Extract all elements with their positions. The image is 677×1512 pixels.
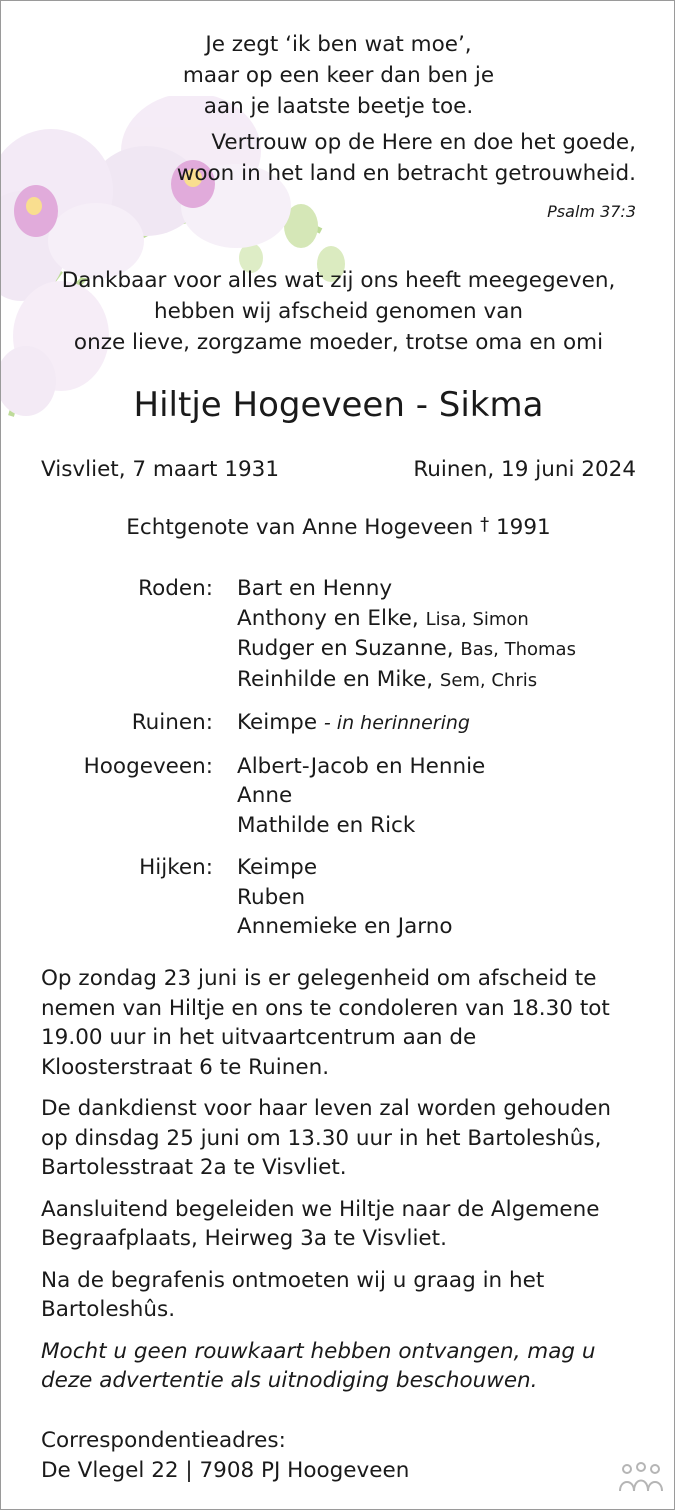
family-place: Hoogeveen: [83,753,213,779]
family-place: Hijken: [139,855,213,880]
poem-line: aan je laatste beetje toe. [203,94,474,119]
grandchildren: Bas, Thomas [460,639,576,660]
spouse-year: 1991 [495,515,551,540]
family-place: Roden: [138,576,213,601]
family-group-ruinen [1,708,675,739]
info-paragraph: De dankdienst voor haar leven zal worden gehouden op dinsdag 25 juni om 13.30 uur in het Bartoleshûs, Bartolesstraat 2a te Visvliet. [41,1096,612,1180]
death-date: Ruinen, 19 juni 2024 [413,457,636,482]
family-member: Anthony en Elke, Lisa, Simon [237,605,529,631]
intro-text [1,265,675,358]
life-dates [41,457,636,482]
family-member: Keimpe - in herinnering [237,710,470,735]
poem-stanza-1 [1,29,675,122]
spouse-line [1,514,675,540]
family-member: Anne [237,783,293,808]
poem-stanza-2 [76,127,636,189]
family-place: Ruinen: [131,710,213,735]
family-member: Keimpe [237,855,318,880]
info-paragraph: Aansluitend begeleiden we Hiltje naar de Algemene Begraafplaats, Heirweg 3a te Visvliet. [41,1196,600,1251]
family-group-hoogeveen [1,752,675,841]
family-member: Mathilde en Rick [237,812,416,838]
intro-line: Dankbaar voor alles wat zij ons heeft meegegeven, [61,268,616,293]
poem-line: woon in het land en betracht getrouwheid. [176,161,636,186]
correspondence-address [41,1426,409,1485]
cross-icon: † [480,514,490,535]
info-paragraph: Op zondag 23 juni is er gelegenheid om afscheid te nemen van Hiltje en ons te condoleren van 18.30 tot 19.00 uur in het uitvaartcentrum aan de Kloosterstraat 6 te Ruinen. [41,966,610,1080]
memorial-note: - in herinnering [323,712,470,734]
correspondence-label: Correspondentieadres: [41,1428,286,1453]
family-member: Annemieke en Jarno [237,914,453,939]
poem-line: maar op een keer dan ben je [182,63,495,88]
people-logo-icon [618,1461,664,1495]
intro-line: hebben wij afscheid genomen van [153,299,524,324]
ceremony-info [41,964,644,1408]
deceased-name: Hiltje Hogeveen - Sikma [133,385,544,425]
correspondence-address-line: De Vlegel 22 | 7908 PJ Hoogeveen [41,1457,410,1483]
family-member: Albert-Jacob en Hennie [237,753,486,779]
family-group-hijken [1,853,675,942]
poem-line: Vertrouw op de Here en doe het goede, [211,130,636,155]
psalm-reference: Psalm 37:3 [547,202,636,221]
grandchildren: Sem, Chris [439,669,538,691]
birth-date: Visvliet, 7 maart 1931 [41,457,280,482]
family-member: Ruben [237,884,306,910]
grandchildren: Lisa, Simon [425,608,529,630]
intro-line: onze lieve, zorgzame moeder, trotse oma en omi [73,330,604,355]
spouse-text: Echtgenote van Anne Hogeveen [126,515,474,540]
family-list [1,574,675,955]
family-group-roden [1,574,675,695]
family-member: Bart en Henny [237,576,393,601]
family-member: Reinhilde en Mike, Sem, Chris [237,666,538,692]
family-member: Rudger en Suzanne, Bas, Thomas [237,636,576,661]
invitation-note: Mocht u geen rouwkaart hebben ontvangen, mag u deze advertentie als uitnodiging beschouwen. [41,1338,596,1393]
poem-line: Je zegt ‘ik ben wat moe’, [205,32,472,57]
info-paragraph: Na de begrafenis ontmoeten wij u graag in het Bartoleshûs. [41,1267,545,1322]
